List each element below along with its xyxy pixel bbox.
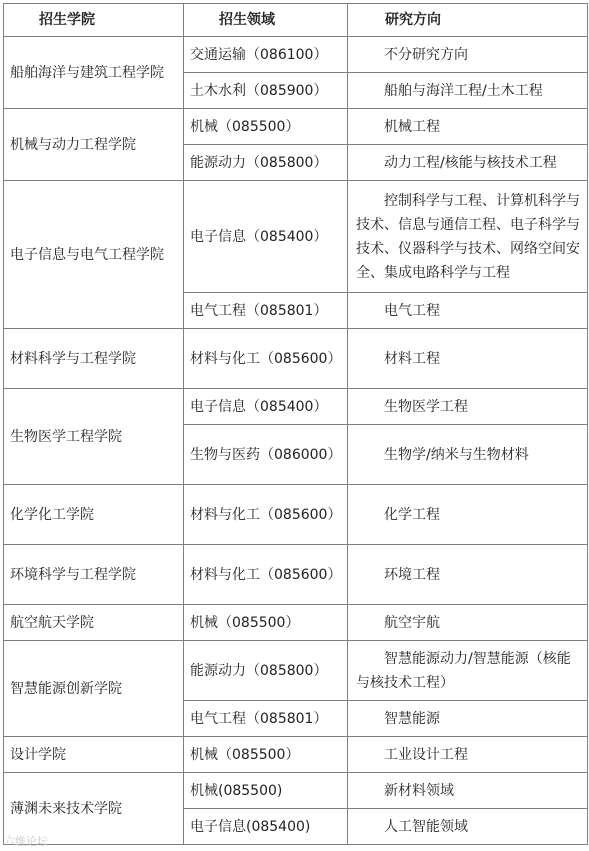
direction-cell <box>348 181 588 293</box>
direction-cell <box>348 109 588 145</box>
field-cell: 机械(085500) <box>184 773 348 809</box>
field-cell: 能源动力（085800） <box>184 145 348 181</box>
field-cell: 电气工程（085801） <box>184 701 348 737</box>
college-cell: 电子信息与电气工程学院 <box>4 181 184 329</box>
field-cell: 机械（085500） <box>184 109 348 145</box>
table-row <box>4 641 588 701</box>
college-cell: 化学化工学院 <box>4 485 184 545</box>
table-row <box>4 181 588 293</box>
field-cell: 电子信息（085400） <box>184 181 348 293</box>
watermark: 六维论坛 <box>4 835 48 848</box>
direction-text: 机械工程 <box>384 118 440 135</box>
direction-text: 生物医学工程 <box>384 398 468 415</box>
direction-text: 智慧能源动力/智慧能源（核能与核技术工程） <box>356 650 571 691</box>
direction-text: 工业设计工程 <box>384 746 468 763</box>
field-cell: 电子信息（085400） <box>184 389 348 425</box>
direction-cell <box>348 37 588 73</box>
field-cell: 能源动力（085800） <box>184 641 348 701</box>
field-cell: 土木水利（085900） <box>184 73 348 109</box>
direction-text: 控制科学与工程、计算机科学与技术、信息与通信工程、电子科学与技术、仪器科学与技术、网络空间安全、集成电路科学与工程 <box>356 192 580 281</box>
direction-text: 航空宇航 <box>384 614 440 631</box>
field-cell: 交通运输（086100） <box>184 37 348 73</box>
table-row <box>4 37 588 73</box>
college-cell: 环境科学与工程学院 <box>4 545 184 605</box>
college-cell: 智慧能源创新学院 <box>4 641 184 737</box>
field-cell: 生物与医药（086000） <box>184 425 348 485</box>
college-cell: 设计学院 <box>4 737 184 773</box>
header-row <box>4 4 588 37</box>
college-cell: 材料科学与工程学院 <box>4 329 184 389</box>
table-row <box>4 545 588 605</box>
direction-cell <box>348 293 588 329</box>
direction-text: 不分研究方向 <box>384 46 468 63</box>
table-row <box>4 773 588 809</box>
college-cell: 薄渊未来技术学院 <box>4 773 184 845</box>
table-row <box>4 109 588 145</box>
direction-text: 智慧能源 <box>384 710 440 727</box>
direction-text: 新材料领域 <box>384 782 454 799</box>
direction-text: 动力工程/核能与核技术工程 <box>384 154 557 171</box>
direction-cell <box>348 737 588 773</box>
field-cell: 电气工程（085801） <box>184 293 348 329</box>
college-cell: 生物医学工程学院 <box>4 389 184 485</box>
header-field: 招生领域 <box>184 4 348 37</box>
table-row <box>4 605 588 641</box>
direction-text: 材料工程 <box>384 350 440 367</box>
table-row <box>4 329 588 389</box>
field-cell: 材料与化工（085600） <box>184 485 348 545</box>
college-cell: 航空航天学院 <box>4 605 184 641</box>
field-cell: 电子信息(085400) <box>184 809 348 845</box>
direction-cell <box>348 485 588 545</box>
direction-text: 生物学/纳米与生物材料 <box>384 446 529 463</box>
table-row <box>4 737 588 773</box>
direction-cell <box>348 145 588 181</box>
direction-cell <box>348 773 588 809</box>
direction-cell <box>348 389 588 425</box>
direction-cell <box>348 545 588 605</box>
field-cell: 材料与化工（085600） <box>184 329 348 389</box>
direction-cell <box>348 425 588 485</box>
college-cell: 船舶海洋与建筑工程学院 <box>4 37 184 109</box>
table-row <box>4 485 588 545</box>
direction-text: 船舶与海洋工程/土木工程 <box>384 82 543 99</box>
header-direction: 研究方向 <box>348 4 588 37</box>
direction-text: 电气工程 <box>384 302 440 319</box>
direction-text: 人工智能领域 <box>384 818 468 835</box>
direction-cell <box>348 809 588 845</box>
field-cell: 机械（085500） <box>184 605 348 641</box>
college-cell: 机械与动力工程学院 <box>4 109 184 181</box>
admissions-table <box>3 3 588 845</box>
direction-text: 化学工程 <box>384 506 440 523</box>
direction-cell <box>348 701 588 737</box>
direction-cell <box>348 641 588 701</box>
direction-cell <box>348 329 588 389</box>
direction-cell <box>348 73 588 109</box>
direction-cell <box>348 605 588 641</box>
header-college: 招生学院 <box>4 4 184 37</box>
field-cell: 材料与化工（085600） <box>184 545 348 605</box>
table-row <box>4 389 588 425</box>
direction-text: 环境工程 <box>384 566 440 583</box>
field-cell: 机械（085500） <box>184 737 348 773</box>
